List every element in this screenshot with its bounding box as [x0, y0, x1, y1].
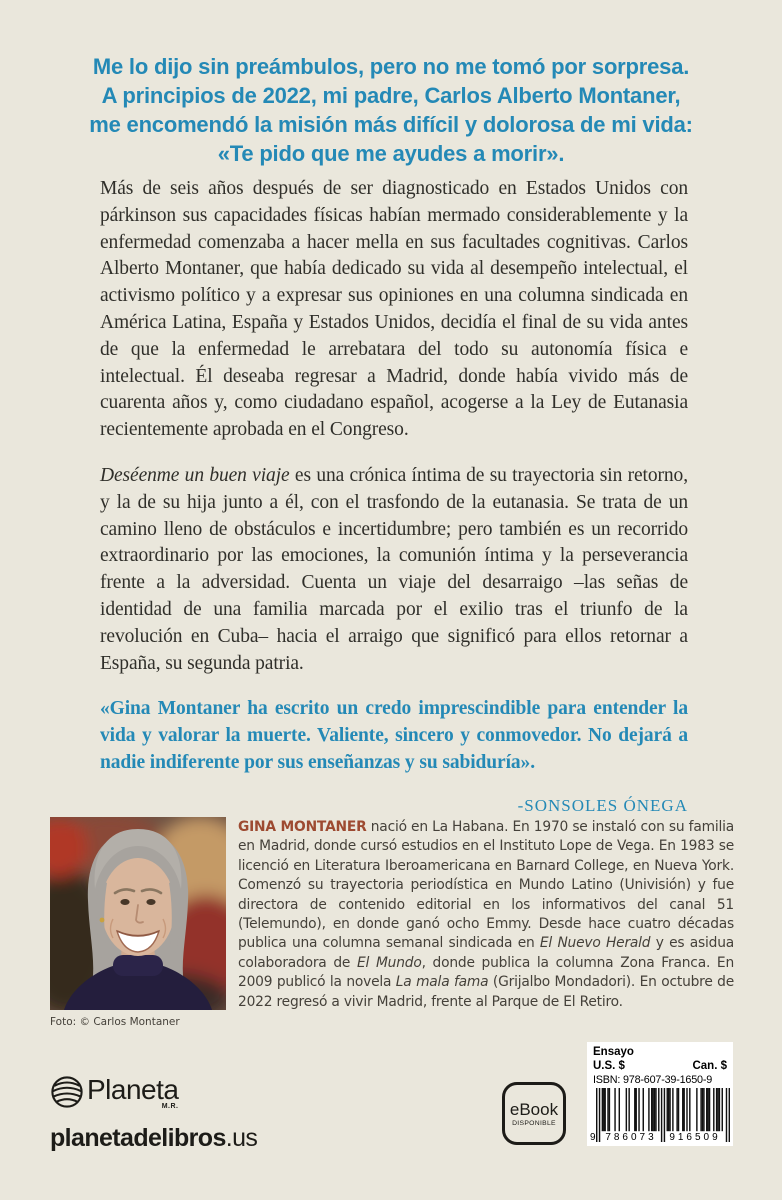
photo-credit-caption: Foto: © Carlos Montaner: [50, 1016, 180, 1028]
ebook-label: eBook: [509, 1099, 559, 1119]
barcode-box: [587, 1042, 733, 1146]
synopsis-paragraph-2: Deséenme un buen viaje es una crónica íntima de su trayectoria sin retorno, y la de su hija junto a él, con el trasfondo de la eutanasia. Se trata de un camino lleno de obstáculos e incertidumbre; pero también es un recorrido extraordinario por las emociones, la comunión íntima y la perseverancia frente a la adversidad. Cuenta un viaje del desarraigo –las señas de identidad de una familia marcada por el exilio tras el triunfo de la revolución en Cuba– hacia el arraigo que significó para ellos retornar a España, su segunda patria.: [100, 464, 688, 674]
author-section: [50, 817, 734, 1028]
planeta-trademark: M.R.: [161, 1103, 179, 1110]
planeta-globe-icon: [50, 1075, 84, 1109]
genre-label: Ensayo: [593, 1046, 634, 1058]
headline-line: A principios de 2022, mi padre, Carlos Alberto Montaner,: [101, 83, 681, 108]
isbn-label: ISBN: 978-607-39-1650-9: [593, 1074, 713, 1086]
author-photo: [50, 817, 226, 1010]
price-us: U.S. $: [593, 1060, 625, 1072]
endorsement-attribution: -SONSOLES ÓNEGA: [517, 795, 688, 815]
headline-line: «Te pido que me ayudes a morir».: [217, 141, 565, 166]
ean-barcode: 9 786073 916509: [593, 1088, 727, 1144]
publisher-website: [50, 1124, 257, 1153]
price-can: Can. $: [692, 1060, 727, 1072]
ebook-badge: [502, 1082, 566, 1145]
headline-line: Me lo dijo sin preámbulos, pero no me tomó por sorpresa.: [92, 54, 690, 79]
author-photo-column: [50, 817, 226, 1028]
endorsement-quote: «Gina Montaner ha escrito un credo imprescindible para entender la vida y valorar la muerte. Valiente, sincero y conmovedor. No dejará a nadie indiferente por sus enseñanzas y su sabiduría».: [100, 698, 688, 773]
price-row: [593, 1060, 727, 1073]
synopsis-section: [100, 176, 688, 816]
synopsis-paragraph-1: Más de seis años después de ser diagnosticado en Estados Unidos con párkinson sus capacidades físicas habían mermado considerablemente y la enfermedad comenzaba a hacer mella en sus facultades cognitivas. Carlos Alberto Montaner, que había dedicado su vida al desempeño intelectual, el activismo político y a expresar sus opiniones en una columna sindicada en América Latina, España y Estados Unidos, decidía el final de su vida antes de que la enfermedad le arrebatara del todo su autonomía física e intelectual. Él deseaba regresar a Madrid, donde había vivido más de cuarenta años y, como ciudadano español, acogerse a la Ley de Eutanasia recientemente aprobada en el Congreso.: [100, 178, 688, 441]
author-bio: GINA MONTANER nació en La Habana. En 1970 se instaló con su familia en Madrid, donde cursó estudios en el Instituto Lope de Vega. En 1983 se licenció en Literatura Iberoamericana en Barnard College, en Nueva York. Comenzó su trayectoria periodística en Mundo Latino (Univisión) y fue directora de contenido editorial en los informativos del canal 51 (Telemundo), en donde ganó ocho Emmy. Desde hace cuatro décadas publica una columna semanal sindicada en El Nuevo Herald y es asidua colaboradora de El Mundo, donde publica la columna Zona Franca. En 2009 publicó la novela La mala fama (Grijalbo Mondadori). En octubre de 2022 regresó a vivir Madrid, frente al Parque de El Retiro.: [238, 819, 735, 1010]
planeta-wordmark: Planeta: [87, 1074, 179, 1105]
ebook-sublabel: DISPONIBLE: [512, 1119, 556, 1127]
publisher-block: [50, 1074, 257, 1153]
headline-line: me encomendó la misión más difícil y dolorosa de mi vida:: [89, 112, 693, 137]
website-name: planetadelibros: [50, 1124, 226, 1152]
planeta-logo: [50, 1074, 257, 1110]
headline-quote: [71, 52, 711, 168]
website-tld: .us: [225, 1124, 258, 1152]
